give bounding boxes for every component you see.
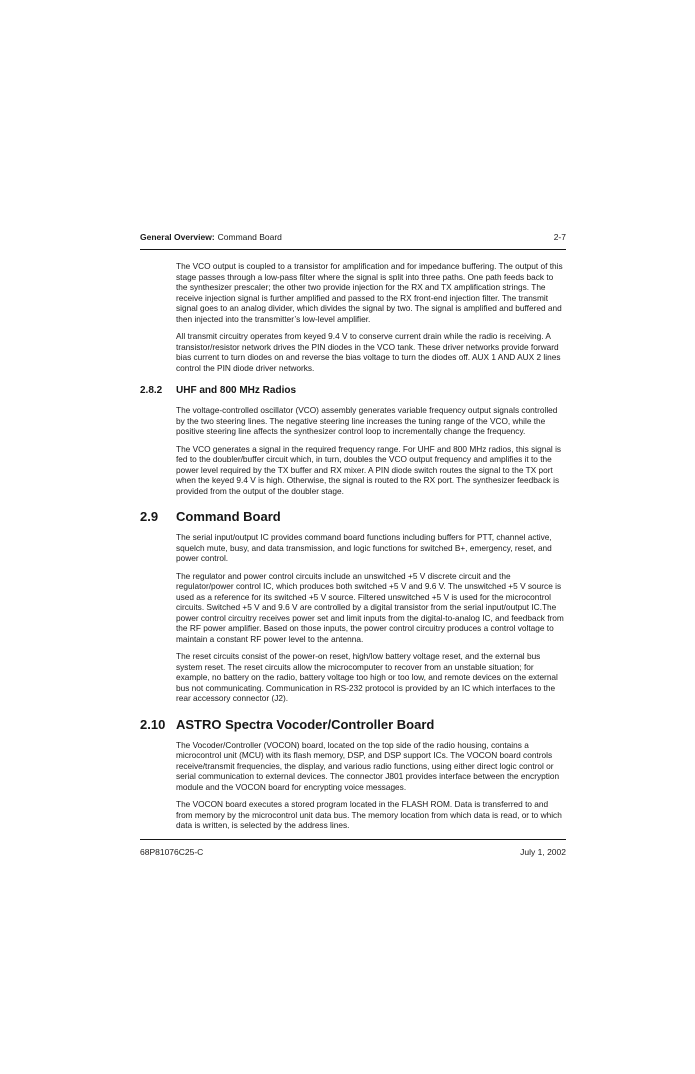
section-number: 2.9	[140, 509, 159, 524]
section-heading-2-10	[140, 717, 566, 732]
running-header-section: General Overview:	[140, 232, 215, 242]
paragraph-transmit-circuitry: All transmit circuitry operates from keyed 9.4 V to conserve current drain while the radio is receiving. A transistor/resistor network drives the PIN diodes in the VCO tank. These driver networks provide forward bias current to turn diodes on and reverse the bias voltage to turn the diodes off. AUX 1 AND AUX 2 lines control the PIN diode driver networks.	[176, 331, 561, 373]
section-title: ASTRO Spectra Vocoder/Controller Board	[176, 716, 435, 732]
paragraph-vco-assembly: The voltage-controlled oscillator (VCO) assembly generates variable frequency output signals controlled by the two steering lines. The negative steering line increases the tuning range of the VCO, while the positive steering line affects the synthesizer control loop to incrementally change the frequency.	[176, 405, 558, 436]
paragraph-vco-generates: The VCO generates a signal in the required frequency range. For UHF and 800 MHz radios, this signal is fed to the doubler/buffer circuit which, in turn, doubles the VCO output frequency and amplifies it to the power level required by the TX buffer and RX mixer. A PIN diode switch routes the signal to the TX port when the keyed 9.4 V is high. Otherwise, the signal is routed to the RX port. The synthesizer feedback is provided from the output of the doubler stage.	[176, 443, 562, 496]
section-heading-2-9	[140, 509, 566, 524]
paragraph-regulator-power: The regulator and power control circuits include an unswitched +5 V discrete circuit and the regulator/power control IC, which produces both switched +5 V and 9.6 V. The unswitched +5 V source is used as a reference for its switched +5 V source. Filtered unswitched +5 V is used for the microcontrol circuits. Switched +5 V and 9.6 V are controlled by a digital transistor from the serial input/output IC.The power control circuitry receives power set and limit inputs from the digital-to-analog IC, and feedback from the RF power amplifier. Based on those inputs, the power control circuitry produces a control voltage to maintain a constant RF power level to the antenna.	[176, 570, 564, 644]
page-number: 2-7	[553, 232, 566, 242]
paragraph-vocon-board: The Vocoder/Controller (VOCON) board, located on the top side of the radio housing, contains a microcontrol unit (MCU) with its flash memory, DSP, and DSP support ICs. The VOCON board controls receive/transmit frequencies, the display, and various radio functions, using either direct logic control or serial communication to external devices. The connector J801 provides interface between the encryption module and the VOCON board for encrypting voice messages.	[176, 739, 560, 792]
paragraph-vco-output: The VCO output is coupled to a transistor for amplification and for impedance buffering. The output of this stage passes through a low-pass filter where the signal is split into three paths. One path feeds back to the synthesizer prescaler; the other two provide injection for the RX and TX amplification strings. The receive injection signal is further amplified and passed to the RX front-end injection filter. The transmit signal goes to an analog divider, which divides the signal by two. The signal is amplified and buffered and then injected into the transmitter’s low-level amplifier.	[176, 261, 563, 324]
section-number: 2.8.2	[140, 385, 163, 396]
paragraph-reset-circuits: The reset circuits consist of the power-on reset, high/low battery voltage reset, and the external bus system reset. The reset circuits allow the microcomputer to recover from an unstable situation; for example, no battery on the radio, battery voltage too high or too low, and remote devices on the external bus not communicating. Communication in RS-232 protocol is provided by an IC which interfaces to the rear accessory connector (J2).	[176, 651, 558, 703]
header-rule	[140, 249, 566, 250]
footer-rule	[140, 839, 566, 840]
page-footer	[140, 839, 566, 857]
running-header	[140, 232, 566, 243]
running-header-chapter: Command Board	[217, 232, 282, 242]
footer-doc-number: 68P81076C25-C	[140, 847, 204, 857]
paragraph-serial-io: The serial input/output IC provides command board functions including buffers for PTT, channel active, squelch mute, busy, and data transmission, and logic functions for switched B+, emergency, reset, and power control.	[176, 532, 552, 563]
paragraph-vocon-program: The VOCON board executes a stored program located in the FLASH ROM. Data is transferred to and from memory by the microcontrol unit data bus. The memory location from which data is read, or to which data is written, is selected by the address lines.	[176, 799, 562, 830]
footer-row	[140, 847, 566, 857]
body-text	[140, 261, 566, 831]
section-title: UHF and 800 MHz Radios	[176, 385, 297, 396]
section-title: Command Board	[176, 509, 281, 524]
section-number: 2.10	[140, 716, 166, 732]
page-content	[140, 232, 566, 838]
section-heading-2-8-2	[140, 385, 566, 397]
running-header-title	[140, 232, 282, 243]
footer-date: July 1, 2002	[520, 847, 566, 857]
